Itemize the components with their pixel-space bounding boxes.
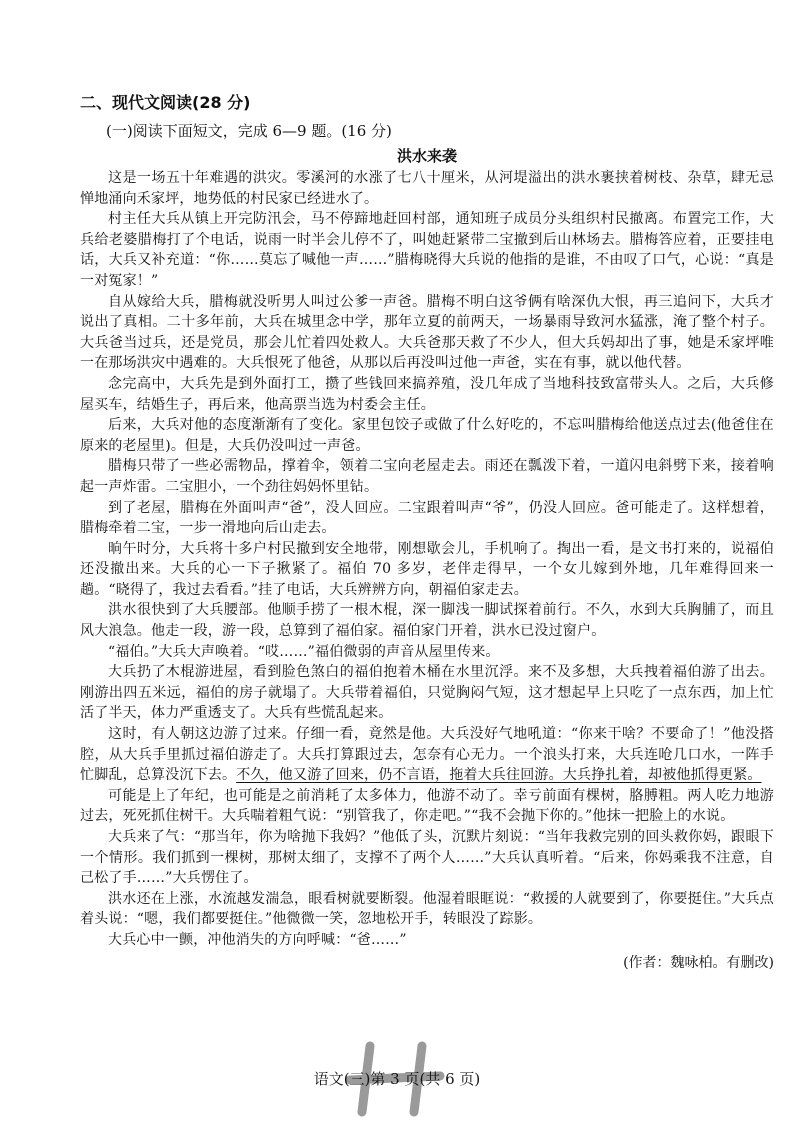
paragraph-text: 大兵心中一颤，冲他消失的方向呼喊：“爸……” (108, 931, 407, 948)
article-paragraph (80, 724, 774, 786)
article-paragraph (80, 374, 774, 415)
section-title: 二、现代文阅读(28 分) (80, 93, 251, 112)
article-paragraph (80, 539, 774, 601)
paragraph-text: 晌午时分，大兵将十多户村民撤到安全地带，刚想歇会儿，手机响了。掏出一看，是文书打来的，说福伯还没撤出来。大兵的心一下子揪紧了。福伯 70 多岁，老伴走得早，一个女儿嫁到外地，几年难得回来一趟。“晓得了，我过去看看。”挂了电话，大兵辨辨方向，朝福伯家走去。 (80, 540, 774, 598)
paragraph-text: 这时，有人朝这边游了过来。仔细一看，竟然是他。大兵没好气地吼道：“你来干啥？不要命了！”他没搭腔，从大兵手里抓过福伯游走了。大兵打算跟过去，怎奈有心无力。一个浪头打来，大兵连呛几口水，一阵手忙脚乱，总算没沉下去。 (80, 726, 774, 784)
paragraph-text: 念完高中，大兵先是到外面打工，攒了些钱回来搞养殖，没几年成了当地科技致富带头人。之后，大兵修屋买车，结婚生子，再后来，他高票当选为村委会主任。 (80, 375, 774, 413)
page-content (80, 90, 774, 973)
paragraph-text: 大兵来了气：“那当年，你为啥抛下我妈？”他低了头，沉默片刻说：“当年我救完别的回头救你妈，跟眼下一个情形。我们抓到一棵树，那树太细了，支撑不了两个人……”大兵认真听着。“后来，你妈乘我不注意，自己松了手……”大兵愣住了。 (80, 829, 774, 887)
article-paragraph (80, 827, 774, 889)
article-paragraph (80, 889, 774, 930)
article-paragraph (80, 168, 774, 209)
paragraph-text: 洪水很快到了大兵腰部。他顺手捞了一根木棍，深一脚浅一脚试探着前行。不久，水到大兵胸脯了，而且风大浪急。他走一段，游一段，总算到了福伯家。福伯家门开着，洪水已没过窗户。 (80, 602, 774, 640)
article-paragraph (80, 930, 774, 951)
paragraph-text: 自从嫁给大兵，腊梅就没听男人叫过公爹一声爸。腊梅不明白这爷俩有啥深仇大恨，再三追问下，大兵才说出了真相。二十多年前，大兵在城里念中学，那年立夏的前两天，一场暴雨导致河水猛涨，淹了整个村子。大兵爸当过兵，还是党员，那会儿忙着四处救人。大兵爸那天救了不少人，但大兵妈却出了事，她是禾家坪唯一在那场洪灾中遇难的。大兵恨死了他爸，从那以后再没叫过他一声爸，实在有事，就以他代替。 (80, 293, 774, 372)
paragraph-text: 到了老屋，腊梅在外面叫声“爸”，没人回应。二宝跟着叫声“爷”，仍没人回应。爸可能走了。这样想着，腊梅牵着二宝，一步一滑地向后山走去。 (80, 499, 774, 537)
article-paragraph (80, 456, 774, 497)
article-paragraph (80, 642, 774, 663)
article-paragraph (80, 662, 774, 724)
article-paragraph (80, 600, 774, 641)
paragraph-text: 这是一场五十年难遇的洪灾。零溪河的水涨了七八十厘米，从河堤溢出的洪水裹挟着树枝、杂草，肆无忌惮地涌向禾家坪，地势低的村民家已经进水了。 (80, 170, 774, 207)
article-byline: (作者：魏咏柏。有删改) (623, 954, 774, 971)
paragraph-text: 村主任大兵从镇上开完防汛会，马不停蹄地赶回村部，通知班子成员分头组织村民撤离。布置完工作，大兵给老婆腊梅打了个电话，说雨一时半会儿停不了，叫她赶紧带二宝撤到后山林场去。腊梅答应着，正要挂电话，大兵又补充道：“你……莫忘了喊他一声……”腊梅晓得大兵说的他指的是谁，不由叹了口气，心说：“真是一对冤家！” (80, 211, 774, 289)
reading-instructions: (一)阅读下面短文，完成 6—9 题。(16 分) (106, 122, 392, 140)
page-footer: 语文(三)第 3 页(共 6 页) (313, 1070, 481, 1088)
paragraph-text: 洪水还在上涨，水流越发湍急，眼看树就要断裂。他湿着眼眶说：“救援的人就要到了，你要挺住。”大兵点着头说：“嗯，我们都要挺住。”他微微一笑，忽地松开手，转眼没了踪影。 (80, 890, 774, 928)
paragraph-text: 大兵扔了木棍游进屋，看到脸色煞白的福伯抱着木桶在水里沉浮。来不及多想，大兵拽着福伯游了出去。刚游出四五米远，福伯的房子就塌了。大兵带着福伯，只觉胸闷气短，这才想起早上只吃了一点东西，加上忙活了半天，体力严重透支了。大兵有些慌乱起来。 (80, 664, 774, 722)
paragraph-text: “福伯。”大兵大声唤着。“哎……”福伯微弱的声音从屋里传来。 (108, 643, 500, 660)
underlined-sentence: 不久，他又游了回来，仍不言语，拖着大兵往回游。大兵挣扎着，却被他抓得更紧。 (236, 767, 762, 784)
paragraph-text: 可能是上了年纪，也可能是之前消耗了太多体力，他游不动了。幸亏前面有棵树，胳膊粗。两人吃力地游过去，死死抓住树干。大兵喘着粗气说：“别管我了，你走吧。”“我不会抛下你的。”他抹一把脸上的水说。 (80, 787, 774, 825)
article-paragraph (80, 498, 774, 539)
paragraph-text: 腊梅只带了一些必需物品，撑着伞，领着二宝向老屋走去。雨还在瓢泼下着，一道闪电斜劈下来，接着响起一声炸雷。二宝胆小，一个劲往妈妈怀里钻。 (80, 458, 774, 495)
article-paragraph (80, 209, 774, 291)
article-title: 洪水来袭 (396, 147, 457, 165)
article-paragraph (80, 415, 774, 456)
article-paragraph (80, 786, 774, 827)
article-paragraph (80, 292, 774, 374)
article-body (80, 168, 774, 951)
paragraph-text: 后来，大兵对他的态度渐渐有了变化。家里包饺子或做了什么好吃的，不忘叫腊梅给他送点过去(他爸住在原来的老屋里)。但是，大兵仍没叫过一声爸。 (80, 417, 774, 454)
